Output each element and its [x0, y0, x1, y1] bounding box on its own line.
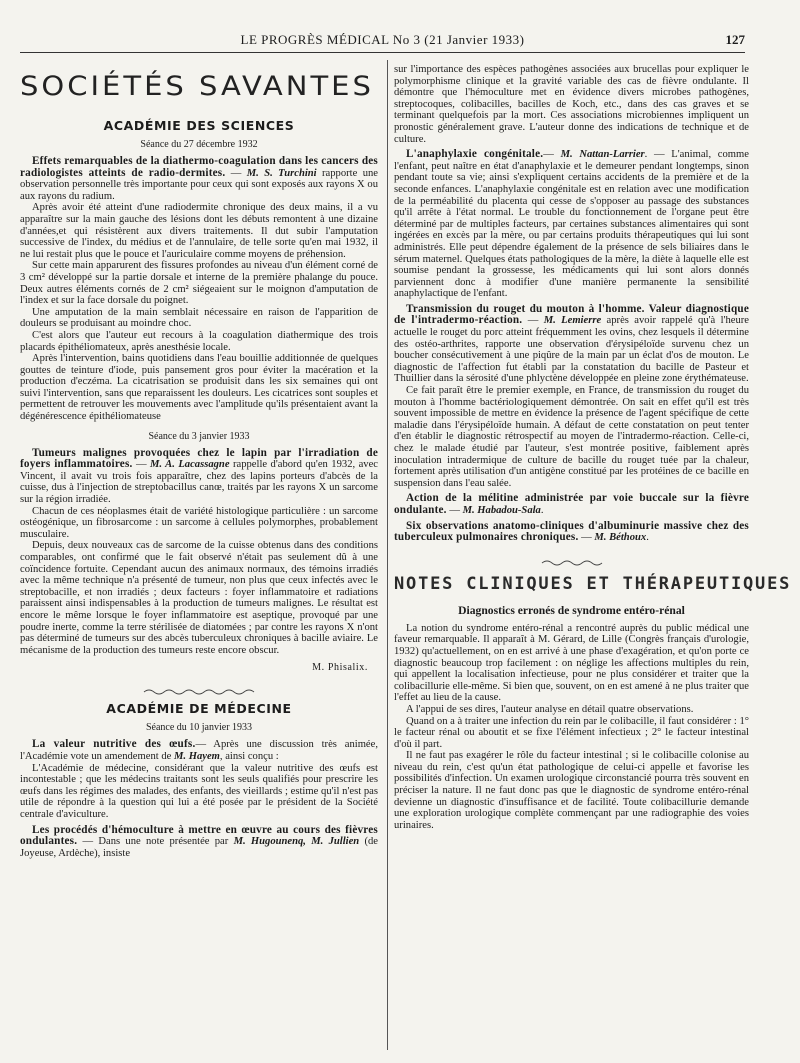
author-name: M. A. Lacassagne [150, 459, 230, 471]
paragraph: L'Académie de médecine, considérant que la valeur nutritive des œufs est incontestable ; que les médecins traitants sont les seuls qualifiés pour prescrire les œufs dans les régimes des malades, des enfants, des vieillards ; estime qu'il n'est pas utile de répondre à la question qui lui a été posée par le président de la Société centrale d'aviculture. [20, 762, 378, 820]
paragraph: Après l'intervention, bains quotidiens dans l'eau bouillie additionnée de quelques gouttes de teinture d'iode, puis pansement gros pour éviter la macération et la production d'eczéma. La cicatrisation se produisit dans les six semaines qui ont suivi l'intervention, sans que reparaissent les douleurs. Les cicatrices sont souples et permettent de retrouver les mouvements avec l'amplitude qu'ils présentaient avant la dégénérescence épithéliomateuse [20, 353, 378, 423]
signature: M. Phisalix. [312, 662, 368, 674]
paragraph: Ce fait paraît être le premier exemple, en France, de transmission du rouget du mouton à l'homme bactériologiquement démontrée. On sait en effet qu'il est très souvent impossible de mettre en évidence la présence de l'agent spécifique de cette maladie dans l'érysipéloïde humain. A défaut de cette constatation on peut tenter d'en établir le diagnostic rétrospectif au moyen de l'intradermo-réaction. Celle-ci, chez le malade étudié par l'auteur, s'est montrée positive, faiblement après inoculation intradermique de culture de bacille du rouget tuée par la chaleur, fortement après utilisation d'un antigène constitué par les protéines de ce bacille en suspension dans l'eau salée. [394, 385, 749, 489]
right-column [394, 64, 792, 1054]
article-heading: La valeur nutritive des œufs. [32, 738, 196, 751]
article-heading: Tumeurs malignes provoquées chez le lapin par l'irradiation de foyers inflammatoires. [20, 446, 378, 471]
article-text: — Dans une note présentée par [77, 836, 234, 848]
paragraph: Il ne faut pas exagérer le rôle du facteur intestinal ; si le colibacille colonise au niveau du rein, c'est qu'un état pathologique de celui-ci appelle et favorise les possibilités d'infection. Un examen urologique circonstancié pourra très souvent en préciser la nature. Il ne faut donc pas que le diagnostic de syndrome entéro-rénal devienne un diagnostic d'insuffisance et de facilité. Toute colibacillurie demande une exploration urologique complète commençant par une radiographie des voies urinaires. [394, 750, 749, 831]
period: . [540, 504, 544, 516]
paragraph: Depuis, deux nouveaux cas de sarcome de la cuisse obtenus dans des conditions comparables, ont confirmé que le fait observé n'était pas seulement dû à une coïncidence fortuite. Cependant aucun des animaux normaux, des témoins irradiés avec la même technique n'a présenté de tumeur, non plus que ceux infectés avec le streptobacille, et non irradiés ; deux facteurs : foyer inflammatoire et radiations paraissent ainsi indispensables à la production de tumeurs malignes. Le résultat est encore le même lorsque le foyer inflammatoire est aseptique, provoqué par une poudre inerte, comme la terre stérilisée de diatomées ; par contre les rayons X n'ont pas déterminé de tumeurs sur des abcès tuberculeux chroniques à bacille aviaire. Le mécanisme de la production des tumeurs reste encore obscur. [20, 540, 378, 656]
article-text: (de Joyeuse, Ardèche), insiste [20, 836, 378, 859]
article-turchini [20, 156, 378, 202]
dash: — [543, 149, 561, 161]
article-melitine [394, 493, 749, 516]
paragraph: Quand on a à traiter une infection du rein par le colibacille, il faut considérer : 1° le facteur rénal ou aboutit et se fixe l'élément infectieux ; 2° le facteur intestinal d'où il part. [394, 715, 749, 750]
article-anaphylaxie [394, 149, 749, 300]
paragraph: A l'appui de ses dires, l'auteur analyse en détail quatre observations. [406, 703, 694, 715]
article-text: — Après une discussion très animée, l'Académie vote un amendement de [20, 739, 378, 762]
article-text: rapporte une observation personnelle très importante pour ceux qui sont exposés aux rayons X ou aux rayons du radium. [20, 167, 379, 202]
seance-date-2: Séance du 3 janvier 1933 [148, 430, 250, 442]
dash: — [578, 532, 595, 544]
dash: — [522, 315, 544, 327]
author-name: M. Béthoux [594, 532, 647, 544]
paragraph: sur l'importance des espèces pathogènes associées aux brucellas pour expliquer le polymorphisme clinique et la gravité variable des cas de fièvre ondulante. Il démontre que l'hémoculture met en évidence divers microbes pathogènes, streptocoques, colibacilles, bacilles de Koch, etc., dans des cas graves et se terminant quelquefois par la mort. Ces associations microbiennes impliquent un pronostic généralement grave. L'auteur donne des indications de technique et de culture. [394, 64, 749, 145]
period: . [646, 532, 649, 544]
article-text: rappelle d'abord qu'en 1932, avec Vincent, il avait vu trois fois apparaître, chez des lapins porteurs d'abcès de la cuisse, dus à l'injection de streptobacillus canœ, traités par les rayons X un sarcome sur la région irradiée. [20, 459, 378, 506]
paragraph: La notion du syndrome entéro-rénal a rencontré auprès du public médical une faveur remarquable. Il apparaît à M. Gérard, de Lille (Congrès français d'urologie, 1932) qu'actuellement, on en est arrivé à une phase d'exagération, et qu'on porte ce diagnostic beaucoup trop facilement : on néglige les affections multiples du rein, qui appellent la localisation infectieuse, pour ne plus considérer et traiter que la colibacillurie elle-même. Si bien que, souvent, on en est amené à ne plus traiter que l'effet au lieu de la cause. [394, 622, 749, 704]
academy-sciences-heading: ACADÉMIE DES SCIENCES [103, 118, 295, 133]
paragraph: Une amputation de la main semblait nécessaire en raison de l'apparition de douleurs se produisant au moindre choc. [20, 306, 378, 330]
author-name: M. S. Turchini [246, 167, 317, 179]
left-column [20, 64, 378, 1054]
article-oeufs [20, 739, 378, 762]
article-heading: Six observations anatomo-cliniques d'albuminurie massive chez des tuberculeux pulmonaires chroniques. [394, 519, 749, 544]
article-heading: L'anaphylaxie congénitale. [406, 148, 544, 161]
article-hemoculture [20, 825, 378, 860]
paragraph: Chacun de ces néoplasmes était de variété histologique particulière : un sarcome ostéogénique, un fibrosarcome : un sarcome à cellules polymorphes, probablement musculaire. [20, 505, 378, 540]
article-text: , ainsi conçu : [219, 750, 279, 762]
article-heading: Les procédés d'hémoculture à mettre en œuvre au cours des fièvres ondulantes. [20, 823, 378, 848]
author-name: M. Hugounenq, M. Jullien [233, 836, 360, 848]
article-text: après avoir rappelé qu'à l'heure actuelle le rouget du porc atteint fréquemment les ovins, chez lesquels il détermine des ostéo-arthrites, rapporte une observation d'érysipéloïde survenu chez un boucher consécutivement à une piqûre de la main par un éclat d'os de mouton. Le diagnostic de l'affection fut établi par la constatation du bacille de Pasteur et Thuillier dans la sérosité d'une phlyctène développée en pleine zone érythémateuse. [394, 315, 749, 385]
author-name: M. Nattan-Larrier [560, 149, 645, 161]
page-number: 127 [725, 32, 745, 47]
author-name: M. Lemierre [543, 315, 602, 327]
header-title: LE PROGRÈS MÉDICAL No 3 (21 Janvier 1933) [240, 32, 525, 47]
article-heading: Action de la mélitine administrée par voie buccale sur la fièvre ondulante. [394, 492, 749, 516]
dash: — [446, 504, 463, 516]
paragraph: Après avoir été atteint d'une radiodermite chronique des deux mains, il a vu apparaître sur la main gauche des lésions dont les débuts remontent à une dizaine d'années,et qui résistèrent aux divers traitements. Il dut subir l'amputation successive de l'index, du médius et de l'annulaire, de telle sorte qu'en mai 1932, il ne lui restait plus que le pouce et l'auriculaire comme moyens de préhension. [20, 202, 378, 260]
dash: — [132, 459, 151, 471]
article-heading: Transmission du rouget du mouton à l'homme. Valeur diagnostique de l'intradermo-réaction. [394, 302, 749, 327]
article-text: . — L'animal, comme l'enfant, peut naître en état d'anaphylaxie et le demeurer pendant longtemps, sinon pendant toute sa vie; ainsi s'expliquent certains accidents de la première et de la seconde enfances. L'anaphylaxie congénitale est en relation avec une modification de la perméabilité du placenta qui cesse de s'opposer au passage des substances qu'il arrête à l'état normal. Le trouble du fonctionnement de l'organe peut être déterminé par de multiples facteurs, par certaines substances alimentaires qui sont ingérées en excès par la mère, ou par certains produits thérapeutiques qui lui sont administrés. Elle peut dépendre également de la présence de sels biliaires dans le sérum maternel. Quelques états pathologiques de la mère, la diète à laquelle elle est soumise pendant la grossesse, les médicaments qui lui sont alors donnés parviennent donc à modifier d'une manière permanente la sensibilité anaphylactique de l'enfant. [394, 149, 749, 300]
article-heading: Effets remarquables de la diathermo-coagulation dans les cancers des radiologistes atteints de radio-dermites. [20, 155, 378, 179]
seance-date-3: Séance du 10 janvier 1933 [145, 722, 253, 734]
header-rule [20, 52, 745, 53]
academy-medecine-heading: ACADÉMIE DE MÉDECINE [106, 701, 292, 717]
dash: — [225, 167, 247, 179]
wavy-divider [20, 683, 378, 693]
section-title: SOCIÉTÉS SAVANTES [20, 70, 374, 102]
article-albuminurie [394, 521, 749, 544]
author-name: M. Habadou-Sala [462, 504, 541, 516]
column-divider [387, 60, 388, 1050]
paragraph: C'est alors que l'auteur eut recours à la coagulation diathermique des trois placards épithéliomateux, après anesthésie locale. [20, 329, 378, 353]
article-rouget [394, 304, 749, 385]
notes-section-title: NOTES CLINIQUES ET THÉRAPEUTIQUES [394, 573, 792, 594]
paragraph: Sur cette main apparurent des fissures profondes au niveau d'un élément corné de 3 cm² développé sur la partie dorsale et interne de la première phalange du pouce. Deux autres éléments cornés de 2 cm² siégeaient sur le moignon d'amputation de l'index et sur la face dorsale du poignet. [20, 260, 378, 307]
wavy-divider [394, 554, 749, 564]
notes-article-heading: Diagnostics erronés de syndrome entéro-rénal [458, 603, 685, 617]
article-lacassagne [20, 448, 378, 506]
seance-date-1: Séance du 27 décembre 1932 [140, 139, 258, 150]
running-header [20, 32, 745, 48]
author-name: M. Hayem [174, 750, 220, 762]
